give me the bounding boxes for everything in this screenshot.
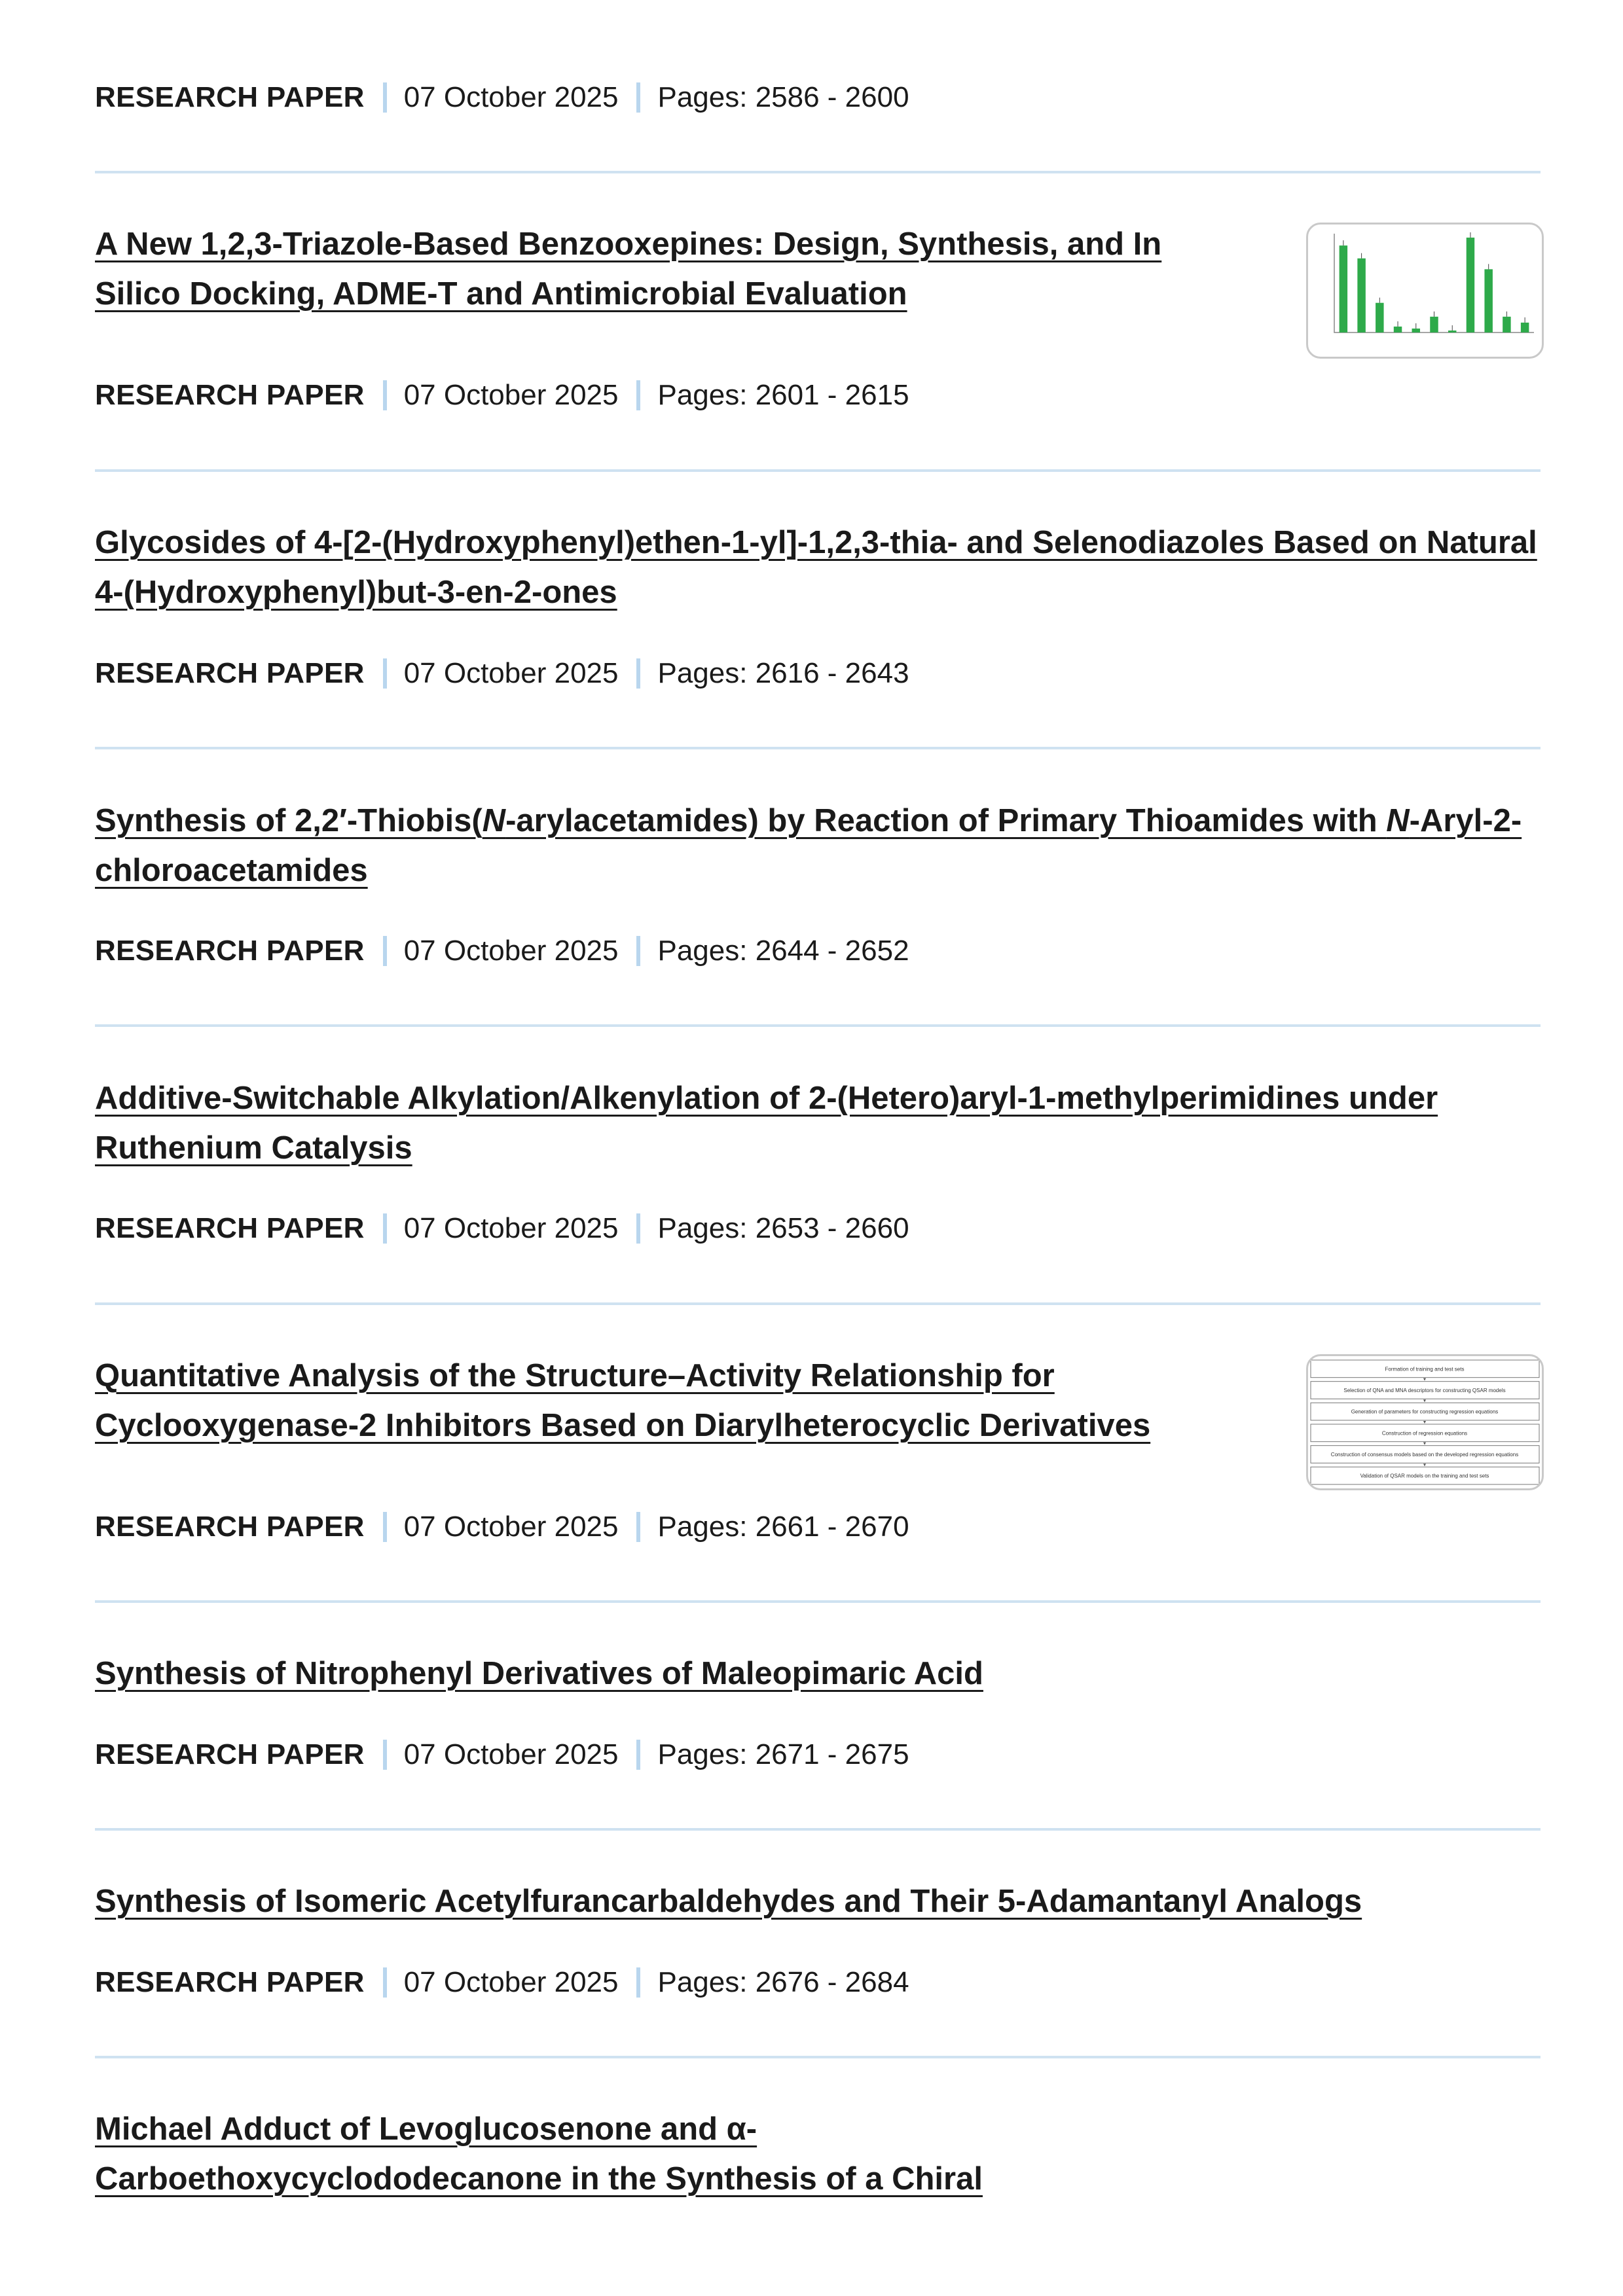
article-title — [95, 1876, 1548, 1926]
article-title — [95, 1649, 1548, 1698]
article-title-link[interactable]: Glycosides of 4-[2-(Hydroxyphenyl)ethen-1-yl]-1,2,3-thia- and Selenodiazoles Based on Natural 4-(Hydroxyphenyl)but-3-en-2-ones — [95, 525, 1537, 610]
meta-separator — [383, 936, 387, 966]
thumbnail-bar — [1430, 317, 1438, 332]
bar-chart-thumbnail — [1308, 224, 1542, 357]
article-meta — [95, 81, 909, 114]
flowchart-step-label: Formation of training and test sets — [1385, 1366, 1465, 1372]
article-meta — [95, 657, 909, 690]
meta-separator — [383, 1512, 387, 1542]
article-type: RESEARCH PAPER — [95, 1511, 365, 1543]
article-pages: Pages: 2601 - 2615 — [657, 379, 909, 411]
meta-separator — [636, 1967, 640, 1998]
meta-separator — [636, 1740, 640, 1770]
article-title-link[interactable]: Synthesis of Isomeric Acetylfurancarbaldehydes and Their 5-Adamantanyl Analogs — [95, 1884, 1362, 1919]
thumbnail-bar — [1376, 303, 1383, 332]
meta-separator — [383, 380, 387, 410]
divider — [95, 1828, 1541, 1831]
article-meta — [95, 1212, 909, 1245]
flowchart-arrow — [1423, 1421, 1426, 1424]
article-title — [95, 2104, 1548, 2204]
meta-separator — [636, 658, 640, 689]
article-meta — [95, 935, 909, 967]
thumbnail-bar — [1340, 245, 1347, 332]
title-part: Synthesis of 2,2′-Thiobis( — [95, 803, 483, 838]
article-date: 07 October 2025 — [403, 1511, 619, 1543]
article-date: 07 October 2025 — [403, 935, 619, 967]
thumbnail-bar — [1394, 327, 1402, 332]
article-type: RESEARCH PAPER — [95, 379, 365, 411]
article-title — [95, 796, 1548, 895]
flowchart-step-label: Selection of QNA and MNA descriptors for constructing QSAR models — [1343, 1388, 1506, 1393]
article-date: 07 October 2025 — [403, 657, 619, 689]
article-date: 07 October 2025 — [403, 379, 619, 411]
meta-separator — [636, 936, 640, 966]
meta-separator — [636, 1512, 640, 1542]
article-meta — [95, 1511, 909, 1543]
article-title-link[interactable]: Carboethoxycyclododecanone in the Synthesis of a Chiral — [95, 2161, 983, 2197]
meta-separator — [636, 82, 640, 113]
thumbnail-bar — [1503, 317, 1510, 332]
flowchart-step-label: Validation of QSAR models on the training and test sets — [1360, 1473, 1489, 1479]
article-pages: Pages: 2586 - 2600 — [657, 81, 909, 113]
flowchart-arrow — [1423, 1463, 1426, 1466]
flowchart-step-label: Construction of consensus models based on the developed regression equations — [1330, 1452, 1519, 1458]
thumbnail-bar — [1467, 238, 1474, 332]
thumbnail-bar — [1484, 269, 1492, 332]
article-type: RESEARCH PAPER — [95, 1738, 365, 1770]
meta-separator — [636, 380, 640, 410]
title-part-italic: N — [482, 803, 506, 838]
article-pages: Pages: 2616 - 2643 — [657, 657, 909, 689]
article-meta — [95, 1738, 909, 1771]
thumbnail-bar — [1357, 259, 1365, 332]
article-title-link[interactable]: Synthesis of Nitrophenyl Derivatives of Maleopimaric Acid — [95, 1656, 983, 1691]
article-pages: Pages: 2676 - 2684 — [657, 1966, 909, 1998]
article-title — [95, 219, 1208, 319]
article-title — [95, 1073, 1548, 1173]
flowchart-arrow — [1423, 1378, 1426, 1381]
title-part: -Aryl-2-chloroacetamides — [95, 803, 1522, 888]
article-type: RESEARCH PAPER — [95, 1966, 365, 1998]
article-title — [95, 1351, 1208, 1450]
article-pages: Pages: 2644 - 2652 — [657, 935, 909, 967]
article-type: RESEARCH PAPER — [95, 935, 365, 967]
article-pages: Pages: 2661 - 2670 — [657, 1511, 909, 1543]
meta-separator — [383, 1967, 387, 1998]
thumbnail-bar — [1412, 329, 1420, 332]
thumbnail-bar — [1521, 323, 1529, 332]
thumbnail-bar — [1448, 331, 1456, 332]
title-part: -arylacetamides) by Reaction of Primary Thioamides with — [505, 803, 1387, 838]
article-title-link[interactable]: Quantitative Analysis of the Structure–Activity Relationship for Cyclooxygenase-2 Inhibitors Based on Diarylheterocyclic Derivatives — [95, 1358, 1151, 1443]
article-date: 07 October 2025 — [403, 1212, 619, 1244]
divider — [95, 1302, 1541, 1305]
article-title — [95, 518, 1548, 617]
article-title-link[interactable] — [95, 803, 1522, 888]
flowchart-arrow — [1423, 1399, 1426, 1402]
meta-separator — [383, 1213, 387, 1244]
graphical-abstract-thumbnail[interactable] — [1306, 223, 1544, 359]
title-part-italic: N — [1386, 803, 1410, 838]
article-type: RESEARCH PAPER — [95, 81, 365, 113]
flowchart-step-label: Generation of parameters for constructing regression equations — [1351, 1408, 1499, 1415]
article-date: 07 October 2025 — [403, 81, 619, 113]
meta-separator — [636, 1213, 640, 1244]
article-type: RESEARCH PAPER — [95, 1212, 365, 1244]
divider — [95, 469, 1541, 472]
meta-separator — [383, 82, 387, 113]
article-pages: Pages: 2671 - 2675 — [657, 1738, 909, 1770]
flowchart-thumbnail — [1308, 1356, 1542, 1488]
divider — [95, 171, 1541, 173]
flowchart-arrow — [1423, 1443, 1426, 1445]
article-date: 07 October 2025 — [403, 1738, 619, 1770]
article-meta — [95, 379, 909, 412]
article-type: RESEARCH PAPER — [95, 657, 365, 689]
article-title-link[interactable]: Additive-Switchable Alkylation/Alkenylation of 2-(Hetero)aryl-1-methylperimidines under Ruthenium Catalysis — [95, 1081, 1438, 1166]
graphical-abstract-thumbnail[interactable] — [1306, 1354, 1544, 1490]
article-title-link[interactable]: A New 1,2,3-Triazole-Based Benzooxepines: Design, Synthesis, and In Silico Docking, ADME-T and Antimicrobial Evaluation — [95, 226, 1162, 312]
divider — [95, 1600, 1541, 1603]
article-title-link[interactable]: Michael Adduct of Levoglucosenone and α- — [95, 2111, 757, 2147]
article-meta — [95, 1966, 909, 1999]
divider — [95, 747, 1541, 749]
meta-separator — [383, 1740, 387, 1770]
divider — [95, 2056, 1541, 2058]
divider — [95, 1024, 1541, 1027]
article-pages: Pages: 2653 - 2660 — [657, 1212, 909, 1244]
flowchart-step-label: Construction of regression equations — [1381, 1430, 1468, 1437]
meta-separator — [383, 658, 387, 689]
article-date: 07 October 2025 — [403, 1966, 619, 1998]
